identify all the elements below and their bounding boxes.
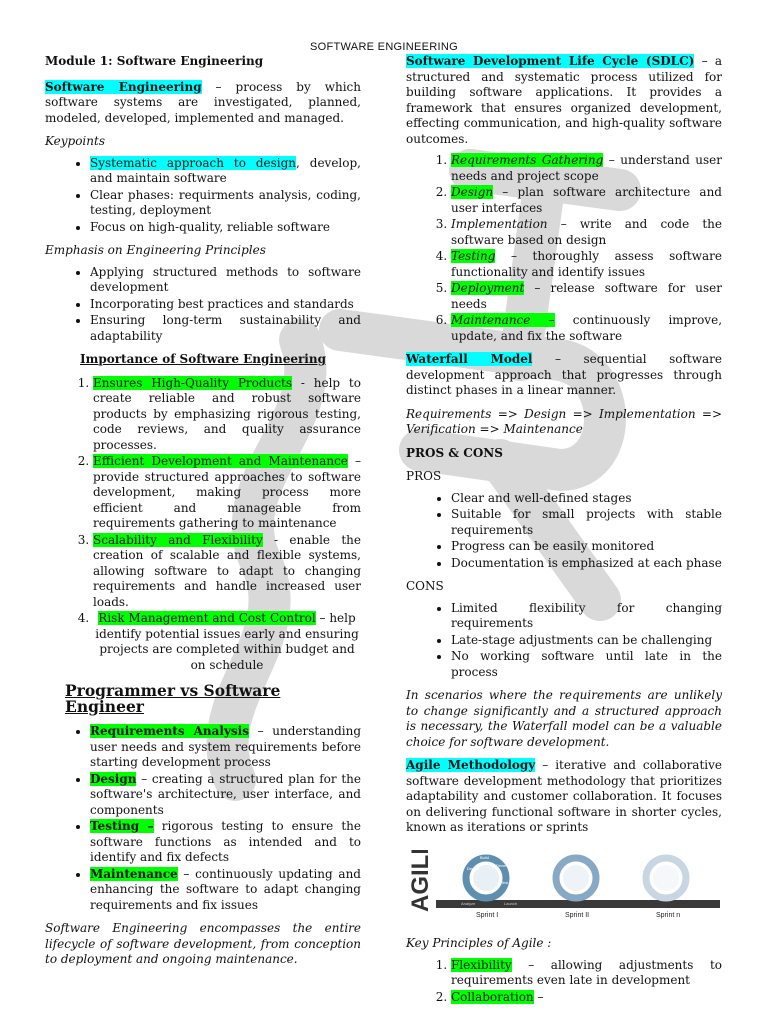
left-column: [45, 54, 361, 974]
pvs-list: [45, 724, 361, 913]
cycle-label: Design: [467, 865, 480, 871]
sprint-label: Sprint II: [565, 911, 590, 919]
cons-list: [406, 601, 722, 681]
waterfall-definition: Waterfall Model – sequential software development approach that progresses through distinct phases in a linear manner.: [406, 352, 722, 397]
importance-title: Importance of Software Engineering: [80, 352, 326, 366]
pvs-title: Programmer vs Software Engineer: [65, 681, 281, 716]
list-item: • Focus on high-quality, reliable software: [90, 220, 361, 236]
sprint-label: Sprint I: [476, 911, 499, 919]
list-item: • Late-stage adjustments can be challenging: [451, 633, 722, 649]
emphasis-list: [45, 265, 361, 345]
list-item: 4. Testing – thoroughly assess software functionality and identify issues: [451, 249, 722, 280]
list-item: • Clear phases: requirments analysis, coding, testing, deployment: [90, 188, 361, 219]
list-item: • Incorporating best practices and standards: [90, 297, 361, 313]
list-item: 1. Ensures High-Quality Products - help to create reliable and robust software products by emphasizing rigorous testing, code reviews, and quality assurance processes.: [93, 376, 361, 454]
sprint-cycle-2: [556, 858, 596, 898]
list-item: • Requirements Analysis – understanding user needs and system requirements before starting development process: [90, 724, 361, 771]
list-item: 3. Scalability and Flexibility - enable the creation of scalable and flexible systems, allowing software to adapt to changing requirements and handle increased user loads.: [93, 533, 361, 611]
pros-list: [406, 491, 722, 572]
cycle-label: Develop: [496, 862, 511, 868]
pros-label: PROS: [406, 469, 442, 483]
list-item: • Limited flexibility for changing requirements: [451, 601, 722, 632]
list-item: • Ensuring long-term sustainability and adaptability: [90, 313, 361, 344]
emphasis-label: Emphasis on Engineering Principles: [45, 243, 266, 257]
cycle-label: Build: [480, 854, 489, 860]
pros-cons-title: PROS & CONS: [406, 445, 503, 460]
list-item: • Progress can be easily monitored: [451, 539, 722, 555]
definition-term: Software Engineering: [45, 79, 202, 94]
list-item: • Testing – rigorous testing to ensure the software functions as intended and to identify and fix defects: [90, 819, 361, 866]
agile-definition: Agile Methodology – iterative and collaborative software development methodology that prioritizes adaptability and customer collaboration. It focuses on delivering functional software in shorter cycles, known as iterations or sprints: [406, 758, 723, 834]
page-title: SOFTWARE ENGINEERING: [310, 41, 458, 53]
cycle-label: Test: [501, 879, 509, 885]
list-item: • Clear and well-defined stages: [451, 491, 722, 507]
list-item: • Documentation is emphasized at each phase: [451, 556, 722, 572]
list-item: • Suitable for small projects with stable requirements: [451, 507, 722, 538]
waterfall-term: Waterfall Model: [406, 352, 533, 366]
list-item: • Design – creating a structured plan for the software's architecture, user interface, and components: [90, 772, 361, 819]
waterfall-note: In scenarios where the requirements are unlikely to change significantly and a structured approach is necessary, the Waterfall model can be a valuable choice for software development.: [406, 688, 722, 749]
list-item: 3. Implementation – write and code the software based on design: [451, 217, 722, 248]
keypoints-label: Keypoints: [45, 134, 105, 148]
cons-label: CONS: [406, 579, 444, 593]
list-item: • Applying structured methods to software development: [90, 265, 361, 296]
list-item: 1. Flexibility – allowing adjustments to requirements even late in development: [451, 958, 722, 989]
sdlc-definition: Software Development Life Cycle (SDLC) – a structured and systematic process utilized for building software applications. It provides a framework that ensures organized development, effecting communication, and high-quality software outcomes.: [406, 54, 722, 146]
sprint-label: Sprint n: [656, 911, 681, 919]
list-item: • Maintenance – continuously updating and enhancing the software to adapt changing requirements and fix issues: [90, 867, 361, 914]
list-item: 2. Design – plan software architecture and user interfaces: [451, 185, 722, 216]
list-item: 6. Maintenance – continuously improve, update, and fix the software: [451, 313, 722, 344]
agile-principles-list: [406, 958, 722, 1006]
list-item: 2. Collaboration –: [451, 990, 722, 1006]
list-item: 1. Requirements Gathering – understand user needs and project scope: [451, 153, 722, 184]
agile-figure: [406, 850, 722, 920]
cycle-label: Analyze: [461, 900, 476, 906]
keypoints-list: [45, 156, 361, 236]
agile-term: Agile Methodology: [406, 758, 536, 772]
definition: [45, 80, 361, 127]
definition-text: – process by which software systems are investigated, planned, modeled, developed, implemented and managed.: [45, 79, 361, 125]
agile-principles-label: Key Principles of Agile :: [406, 936, 552, 950]
cycle-label: Launch: [504, 900, 518, 906]
list-item: 4. Risk Management and Cost Control – help identify potential issues early and ensuring projects are completed within budget and on schedule: [93, 611, 361, 673]
closing-note: Software Engineering encompasses the entire lifecycle of software development, from conception to deployment and ongoing maintenance.: [45, 921, 361, 966]
list-item: • Systematic approach to design, develop, and maintain software: [90, 156, 361, 187]
list-item: 5. Deployment – release software for user needs: [451, 281, 722, 312]
importance-list: [45, 376, 361, 674]
waterfall-flow: Requirements => Design => Implementation => Verification => Maintenance: [406, 406, 722, 436]
list-item: • No working software until late in the process: [451, 649, 722, 680]
module-title: Module 1: Software Engineering: [45, 54, 264, 68]
list-item: 2. Efficient Development and Maintenance – provide structured approaches to software development, making process more efficient and manageable from requirements gathering to maintenance: [93, 454, 361, 532]
right-column: [406, 54, 722, 1013]
sprint-cycle-3: [646, 858, 686, 898]
sdlc-term: Software Development Life Cycle (SDLC): [406, 54, 695, 68]
agile-figure-word: AGILE: [407, 849, 434, 912]
sdlc-steps: [406, 153, 722, 344]
